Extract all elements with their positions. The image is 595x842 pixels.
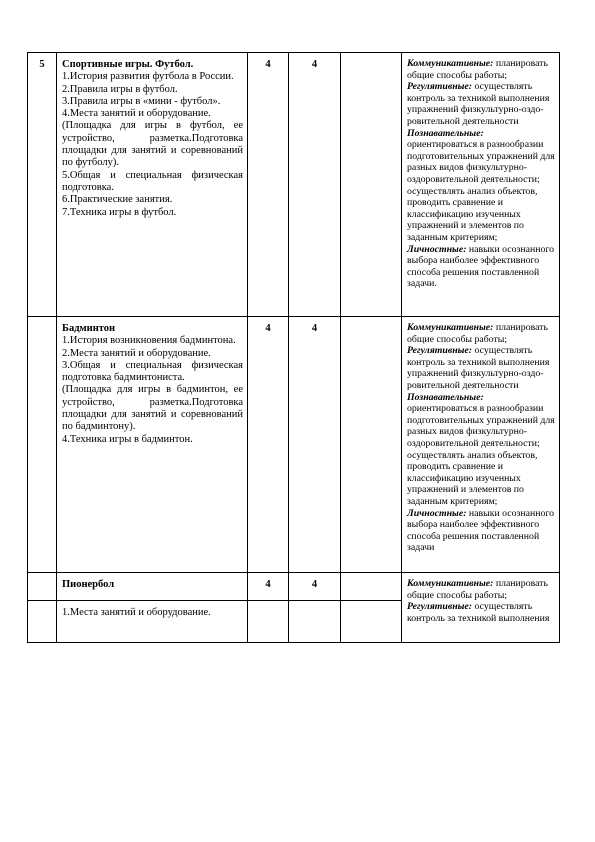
empty-cell bbox=[341, 53, 402, 317]
topic-title: Пионербол bbox=[62, 579, 115, 590]
hours-total: 4 bbox=[248, 317, 289, 573]
topic-item: 3.Правила игры в «мини - футбол». bbox=[62, 95, 221, 107]
row-number bbox=[28, 573, 57, 601]
uud-cell bbox=[402, 573, 560, 643]
topic-title: Спортивные игры. Футбол. bbox=[62, 59, 194, 70]
hours-practice: 4 bbox=[289, 317, 341, 573]
thematic-plan-table bbox=[27, 52, 560, 643]
empty-cell bbox=[248, 601, 289, 643]
hours-practice: 4 bbox=[289, 53, 341, 317]
uud-personal: Личностные: навыки осознанного выбора наиболее эффективного способа решения поставленной задачи bbox=[407, 507, 555, 554]
uud-regulative: Регулятивные: осуществлять контроль за техникой выполнения упражнений физкультурно-оздо-ровительной деятельности bbox=[407, 81, 550, 127]
empty-cell bbox=[28, 601, 57, 643]
topic-item: 1.История развития футбола в России. bbox=[62, 71, 234, 83]
row-number bbox=[28, 317, 57, 573]
uud-regulative: Регулятивные: осуществлять контроль за техникой выполнения bbox=[407, 601, 550, 624]
table-row-pioneerball bbox=[28, 573, 560, 601]
hours-total: 4 bbox=[248, 573, 289, 601]
topic-item: 2.Правила игры в футбол. bbox=[62, 83, 178, 95]
row-number: 5 bbox=[28, 53, 57, 317]
topic-item: 4.Техника игры в бадминтон. bbox=[62, 433, 193, 445]
hours-total: 4 bbox=[248, 53, 289, 317]
topic-item: 5.Общая и специальная физическая подготовка. bbox=[62, 169, 243, 193]
hours-practice: 4 bbox=[289, 573, 341, 601]
topic-cell bbox=[57, 601, 248, 643]
topic-cell bbox=[57, 317, 248, 573]
table-row-badminton bbox=[28, 317, 560, 573]
uud-regulative: Регулятивные: осуществлять контроль за техникой выполнения упражнений физкультурно-оздо-ровительной деятельности bbox=[407, 345, 550, 391]
uud-personal: Личностные: навыки осознанного выбора наиболее эффективного способа решения поставленной задачи. bbox=[407, 243, 555, 290]
topic-item: 3.Общая и специальная физическая подготовка бадминтониста. bbox=[62, 359, 243, 384]
topic-item: 1.Места занятий и оборудование. bbox=[62, 607, 211, 618]
topic-item: 2.Места занятий и оборудование. bbox=[62, 347, 211, 359]
topic-title: Бадминтон bbox=[62, 323, 116, 334]
empty-cell bbox=[341, 317, 402, 573]
uud-communicative: Коммуникативные: планировать общие способы работы; bbox=[407, 578, 548, 601]
table-row-football bbox=[28, 53, 560, 317]
topic-item: (Площадка для игры в бадминтон, ее устройство, разметка.Подготовка площадки для занятий и соревнований по бадминтону). bbox=[62, 384, 243, 433]
uud-cognitive: Познавательные: ориентироваться в разнообразии подготовительных упражнений для разных видов физкультурно-оздоровительной деятельности; осуществлять анализ объектов, проводить сравнение и классификацию изученных упражнений и элементов по заданным критериям; bbox=[407, 127, 555, 243]
uud-communicative: Коммуникативные: планировать общие способы работы; bbox=[407, 322, 548, 345]
topic-item: 1.История возникновения бадминтона. bbox=[62, 335, 236, 347]
empty-cell bbox=[289, 601, 341, 643]
empty-cell bbox=[341, 573, 402, 601]
uud-cell bbox=[402, 317, 560, 573]
topic-item: 6.Практические занятия. bbox=[62, 194, 173, 206]
uud-cell bbox=[402, 53, 560, 317]
topic-item: 7.Техника игры в футбол. bbox=[62, 206, 177, 218]
uud-cognitive: Познавательные: ориентироваться в разнообразии подготовительных упражнений для разных видов физкультурно-оздоровительной деятельности; осуществлять анализ объектов, проводить сравнение и классификацию изученных упражнений и элементов по заданным критериям; bbox=[407, 391, 555, 507]
topic-item: 4.Места занятий и оборудование. bbox=[62, 108, 211, 120]
topic-item: (Площадка для игры в футбол, ее устройство, разметка.Подготовка площадки для занятий и соревнований по футболу). bbox=[62, 120, 243, 169]
topic-cell bbox=[57, 573, 248, 601]
topic-cell bbox=[57, 53, 248, 317]
uud-communicative: Коммуникативные: планировать общие способы работы; bbox=[407, 58, 548, 81]
empty-cell bbox=[341, 601, 402, 643]
